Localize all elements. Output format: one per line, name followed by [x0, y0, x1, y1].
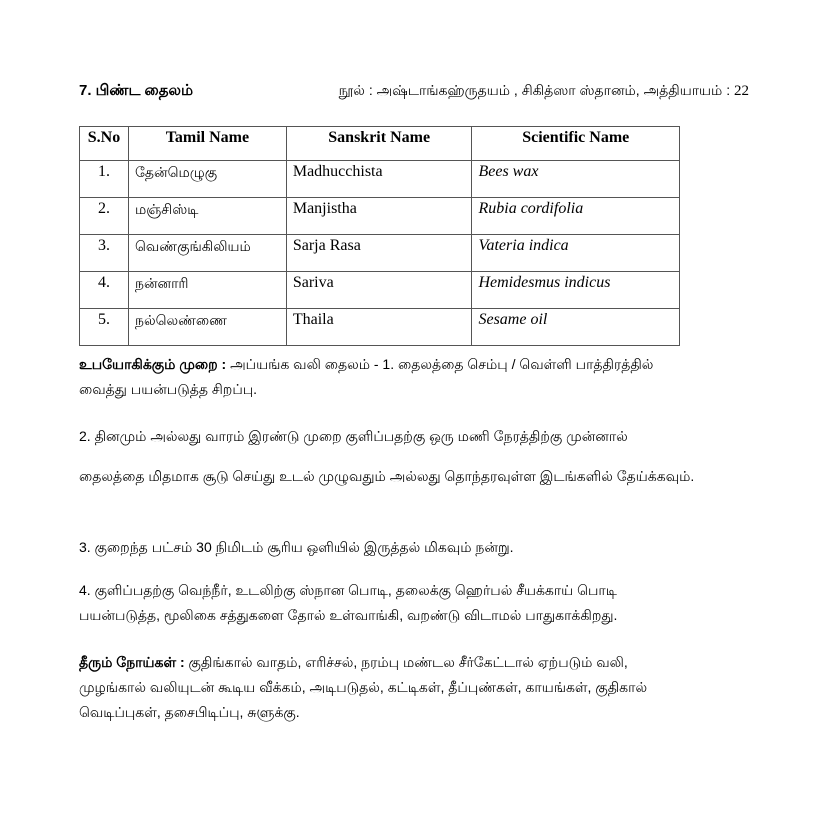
- cell-scientific-name: Hemidesmus indicus: [472, 272, 680, 309]
- source-text: நூல் : அஷ்டாங்கஹ்ருதயம் , சிகித்ஸா ஸ்தானம், அத்தியாயம் :: [338, 82, 734, 98]
- cell-sanskrit-name: Sariva: [286, 272, 472, 309]
- chapter-number: 22: [734, 83, 749, 99]
- cell-scientific-name: Rubia cordifolia: [472, 198, 680, 235]
- cell-sno: 3.: [80, 235, 129, 272]
- cell-sno: 1.: [80, 161, 129, 198]
- cell-sanskrit-name: Manjistha: [286, 198, 472, 235]
- diseases-line-3: வெடிப்புகள், தசைபிடிப்பு, சுளுக்கு.: [79, 704, 300, 720]
- table-header-row: [80, 127, 680, 161]
- usage-text: அப்யங்க வலி தைலம் - 1. தைலத்தை செம்பு / வெள்ளி பாத்திரத்தில்: [226, 356, 654, 372]
- table-row: [80, 198, 680, 235]
- cell-sanskrit-name: Sarja Rasa: [286, 235, 472, 272]
- diseases-text: குதிங்கால் வாதம், எரிச்சல், நரம்பு மண்டல சீர்கேட்டால் ஏற்படும் வலி,: [184, 654, 628, 670]
- page-title: 7. பிண்ட தைலம்: [79, 82, 194, 99]
- usage-line-1: [79, 352, 749, 377]
- usage-line-2: வைத்து பயன்படுத்த சிறப்பு.: [79, 381, 258, 397]
- table-row: [80, 235, 680, 272]
- cell-scientific-name: Vateria indica: [472, 235, 680, 272]
- cell-scientific-name: Sesame oil: [472, 309, 680, 346]
- source-reference: [339, 82, 749, 101]
- table-row: [80, 272, 680, 309]
- cell-scientific-name: Bees wax: [472, 161, 680, 198]
- diseases-label: தீரும் நோய்கள் :: [79, 654, 185, 670]
- col-header-sanskrit-name: Sanskrit Name: [286, 127, 472, 161]
- cell-sanskrit-name: Madhucchista: [286, 161, 472, 198]
- cell-sno: 5.: [80, 309, 129, 346]
- usage-paragraph: [79, 352, 749, 402]
- cell-sno: 2.: [80, 198, 129, 235]
- cell-sno: 4.: [80, 272, 129, 309]
- diseases-line-1: [79, 650, 749, 675]
- cell-tamil-name: நல்லெண்ணை: [128, 309, 286, 346]
- table-row: [80, 309, 680, 346]
- cell-tamil-name: மஞ்சிஸ்டி: [128, 198, 286, 235]
- col-header-sno: S.No: [80, 127, 129, 161]
- point-2-first-line: 2. தினமும் அல்லது வாரம் இரண்டு முறை குளிப்பதற்கு ஒரு மணி நேரத்திற்கு முன்னால்: [79, 428, 628, 444]
- usage-label: உபயோகிக்கும் முறை :: [79, 356, 227, 372]
- page-header: [79, 82, 749, 104]
- diseases-line-2: முழங்கால் வலியுடன் கூடிய வீக்கம், அடிபடுதல், கட்டிகள், தீப்புண்கள், காயங்கள், குதிகால்: [79, 679, 648, 695]
- col-header-scientific-name: Scientific Name: [472, 127, 680, 161]
- point-3: 3. குறைந்த பட்சம் 30 நிமிடம் சூரிய ஒளியில் இருத்தல் மிகவும் நன்று.: [79, 539, 514, 555]
- table-row: [80, 161, 680, 198]
- col-header-tamil-name: Tamil Name: [128, 127, 286, 161]
- point-4-line-2: பயன்படுத்த, மூலிகை சத்துகளை தோல் உள்வாங்கி, வறண்டு விடாமல் பாதுகாக்கிறது.: [79, 607, 618, 623]
- diseases-paragraph: [79, 650, 749, 725]
- cell-tamil-name: தேன்மெழுகு: [128, 161, 286, 198]
- cell-tamil-name: வெண்குங்கிலியம்: [128, 235, 286, 272]
- point-4: [79, 578, 749, 628]
- ingredients-table: [79, 126, 680, 346]
- point-4-line-1: 4. குளிப்பதற்கு வெந்நீர், உடலிற்கு ஸ்நான பொடி, தலைக்கு ஹெர்பல் சீயக்காய் பொடி: [79, 582, 617, 598]
- point-2-body: தைலத்தை மிதமாக சூடு செய்து உடல் முழுவதும் அல்லது தொந்தரவுள்ள இடங்களில் தேய்க்கவும்.: [79, 468, 695, 484]
- cell-sanskrit-name: Thaila: [286, 309, 472, 346]
- cell-tamil-name: நன்னாரி: [128, 272, 286, 309]
